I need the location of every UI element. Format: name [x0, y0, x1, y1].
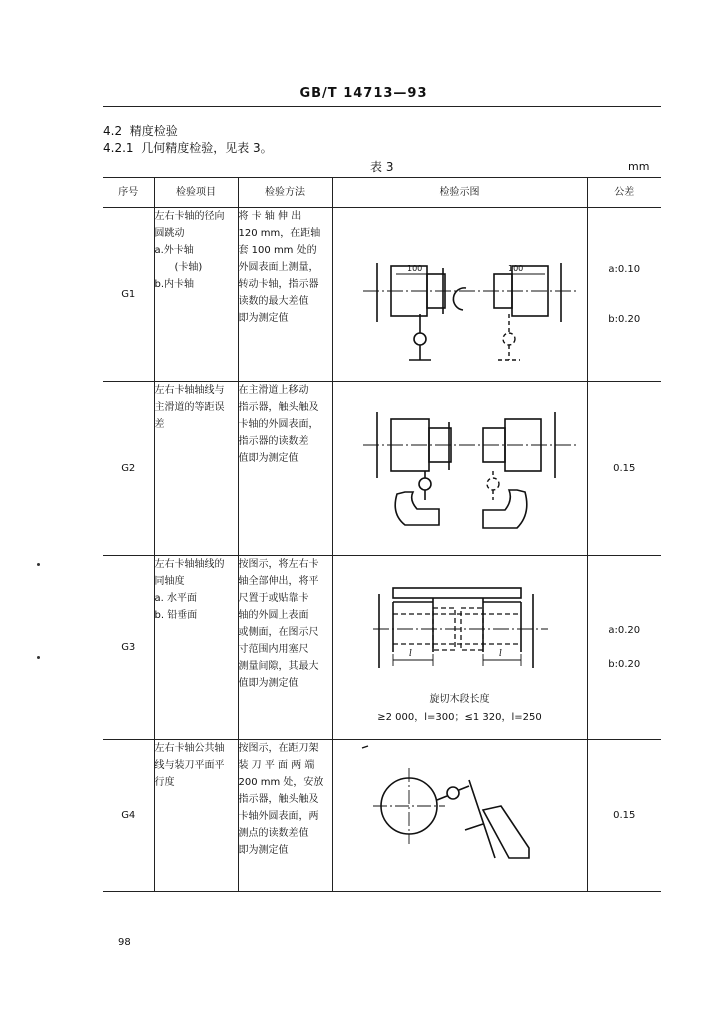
item-line: b.内卡轴	[154, 279, 195, 290]
method-line: 卡轴外圆表面，两	[238, 811, 319, 822]
method-line: 指示器，触头触及	[238, 794, 319, 805]
figure-note-line: 旋切木段长度	[429, 694, 490, 705]
method-line: 寸范围内用塞尺	[238, 644, 309, 655]
standard-header: GB/T 14713—93	[299, 86, 428, 101]
tolerance	[587, 382, 661, 556]
item-line: 线与装刀平面平	[154, 760, 225, 771]
row-number: G2	[103, 382, 154, 556]
row-number: G3	[103, 556, 154, 740]
method-line: 即为测定值	[238, 313, 289, 324]
figure-g3	[332, 556, 587, 740]
inspection-method	[238, 556, 332, 740]
section-title: 精度检验	[129, 124, 178, 138]
item-line: 左右卡轴公共轴	[154, 743, 225, 754]
item-line: a.外卡轴	[154, 245, 194, 256]
scan-speck	[37, 563, 40, 566]
section-4-2-1	[103, 139, 273, 156]
item-line: b. 铅垂面	[154, 610, 198, 621]
method-line: 转动卡轴，指示器	[238, 279, 319, 290]
method-line: 指示器的读数差	[238, 436, 309, 447]
tolerance-value: b:0.20	[608, 658, 641, 670]
method-line: 卡轴的外圆表面，	[238, 419, 319, 430]
equidistance-diagram	[333, 382, 588, 554]
page-number: 98	[118, 937, 131, 948]
item-line: 圆跳动	[154, 228, 185, 239]
col-header-method: 检验方法	[238, 178, 332, 208]
radial-runout-diagram	[333, 208, 588, 380]
method-line: 测点的读数差值	[238, 828, 309, 839]
table-caption: 表 3	[370, 160, 394, 174]
section-number: 4.2.1	[103, 141, 134, 155]
header-rule	[103, 106, 661, 107]
tolerance-value: b:0.20	[608, 313, 641, 325]
inspection-method	[238, 208, 332, 382]
method-line: 120 mm，在距轴	[238, 228, 321, 239]
method-line: 按图示，在距刀架	[238, 743, 319, 754]
table-header-row	[103, 178, 661, 208]
inspection-item	[154, 208, 238, 382]
table-row-g4	[103, 740, 661, 892]
figure-note-g3	[333, 691, 587, 727]
section-4-2	[103, 122, 178, 139]
method-line: 值即为测定值	[238, 453, 299, 464]
item-line: 左右卡轴轴线与	[154, 385, 225, 396]
method-line: 轴的外圆上表面	[238, 610, 309, 621]
row-number: G1	[103, 208, 154, 382]
tolerance-value: 0.15	[613, 809, 636, 821]
inspection-item	[154, 556, 238, 740]
tolerance-value: a:0.20	[608, 624, 641, 636]
coaxiality-diagram	[333, 556, 588, 691]
dimension-label-left: 100	[406, 264, 422, 273]
item-line: 行度	[154, 777, 175, 788]
method-line: 外圆表面上测量，	[238, 262, 319, 273]
method-line: 值即为测定值	[238, 678, 299, 689]
section-number: 4.2	[103, 124, 123, 138]
inspection-item	[154, 740, 238, 892]
tolerance	[587, 208, 661, 382]
item-line: (卡轴)	[154, 262, 203, 273]
dimension-label-left: l	[408, 649, 412, 659]
table-row-g2	[103, 382, 661, 556]
item-line: 左右卡轴轴线的	[154, 559, 225, 570]
row-number: G4	[103, 740, 154, 892]
tolerance	[587, 740, 661, 892]
col-header-tolerance: 公差	[587, 178, 661, 208]
method-line: 或侧面，在图示尺	[238, 627, 319, 638]
method-line: 即为测定值	[238, 845, 289, 856]
method-line: 指示器，触头触及	[238, 402, 319, 413]
inspection-method	[238, 740, 332, 892]
col-header-item: 检验项目	[154, 178, 238, 208]
method-line: 将 卡 轴 伸 出	[238, 211, 302, 222]
tolerance-value: 0.15	[613, 462, 636, 474]
method-line: 在主滑道上移动	[238, 385, 309, 396]
method-line: 测量间隙，其最大	[238, 661, 319, 672]
inspection-item	[154, 382, 238, 556]
item-line: 同轴度	[154, 576, 185, 587]
item-line: 主滑道的等距误	[154, 402, 225, 413]
inspection-method	[238, 382, 332, 556]
scan-speck	[37, 656, 40, 659]
tolerance-value: a:0.10	[608, 263, 641, 275]
table-row-g3	[103, 556, 661, 740]
dimension-label-right: l	[498, 649, 502, 659]
precision-table	[103, 177, 661, 892]
figure-g4	[332, 740, 587, 892]
method-line: 装 刀 平 面 两 端	[238, 760, 315, 771]
parallelism-diagram	[333, 740, 588, 890]
figure-g1	[332, 208, 587, 382]
method-line: 读数的最大差值	[238, 296, 309, 307]
item-line: a. 水平面	[154, 593, 197, 604]
item-line: 左右卡轴的径向	[154, 211, 225, 222]
section-title: 几何精度检验，见表 3。	[141, 141, 273, 155]
method-line: 按图示，将左右卡	[238, 559, 319, 570]
figure-note-line: ≥2 000，l=300；≤1 320，l=250	[377, 712, 542, 723]
method-line: 尺置于或贴靠卡	[238, 593, 309, 604]
table-row-g1	[103, 208, 661, 382]
col-header-figure: 检验示图	[332, 178, 587, 208]
item-line: 差	[154, 419, 165, 430]
method-line: 200 mm 处，安放	[238, 777, 324, 788]
method-line: 套 100 mm 处的	[238, 245, 317, 256]
col-header-no: 序号	[103, 178, 154, 208]
tolerance	[587, 556, 661, 740]
method-line: 轴全部伸出，将平	[238, 576, 319, 587]
dimension-label-right: 100	[507, 264, 523, 273]
table-unit: mm	[628, 160, 650, 173]
figure-g2	[332, 382, 587, 556]
